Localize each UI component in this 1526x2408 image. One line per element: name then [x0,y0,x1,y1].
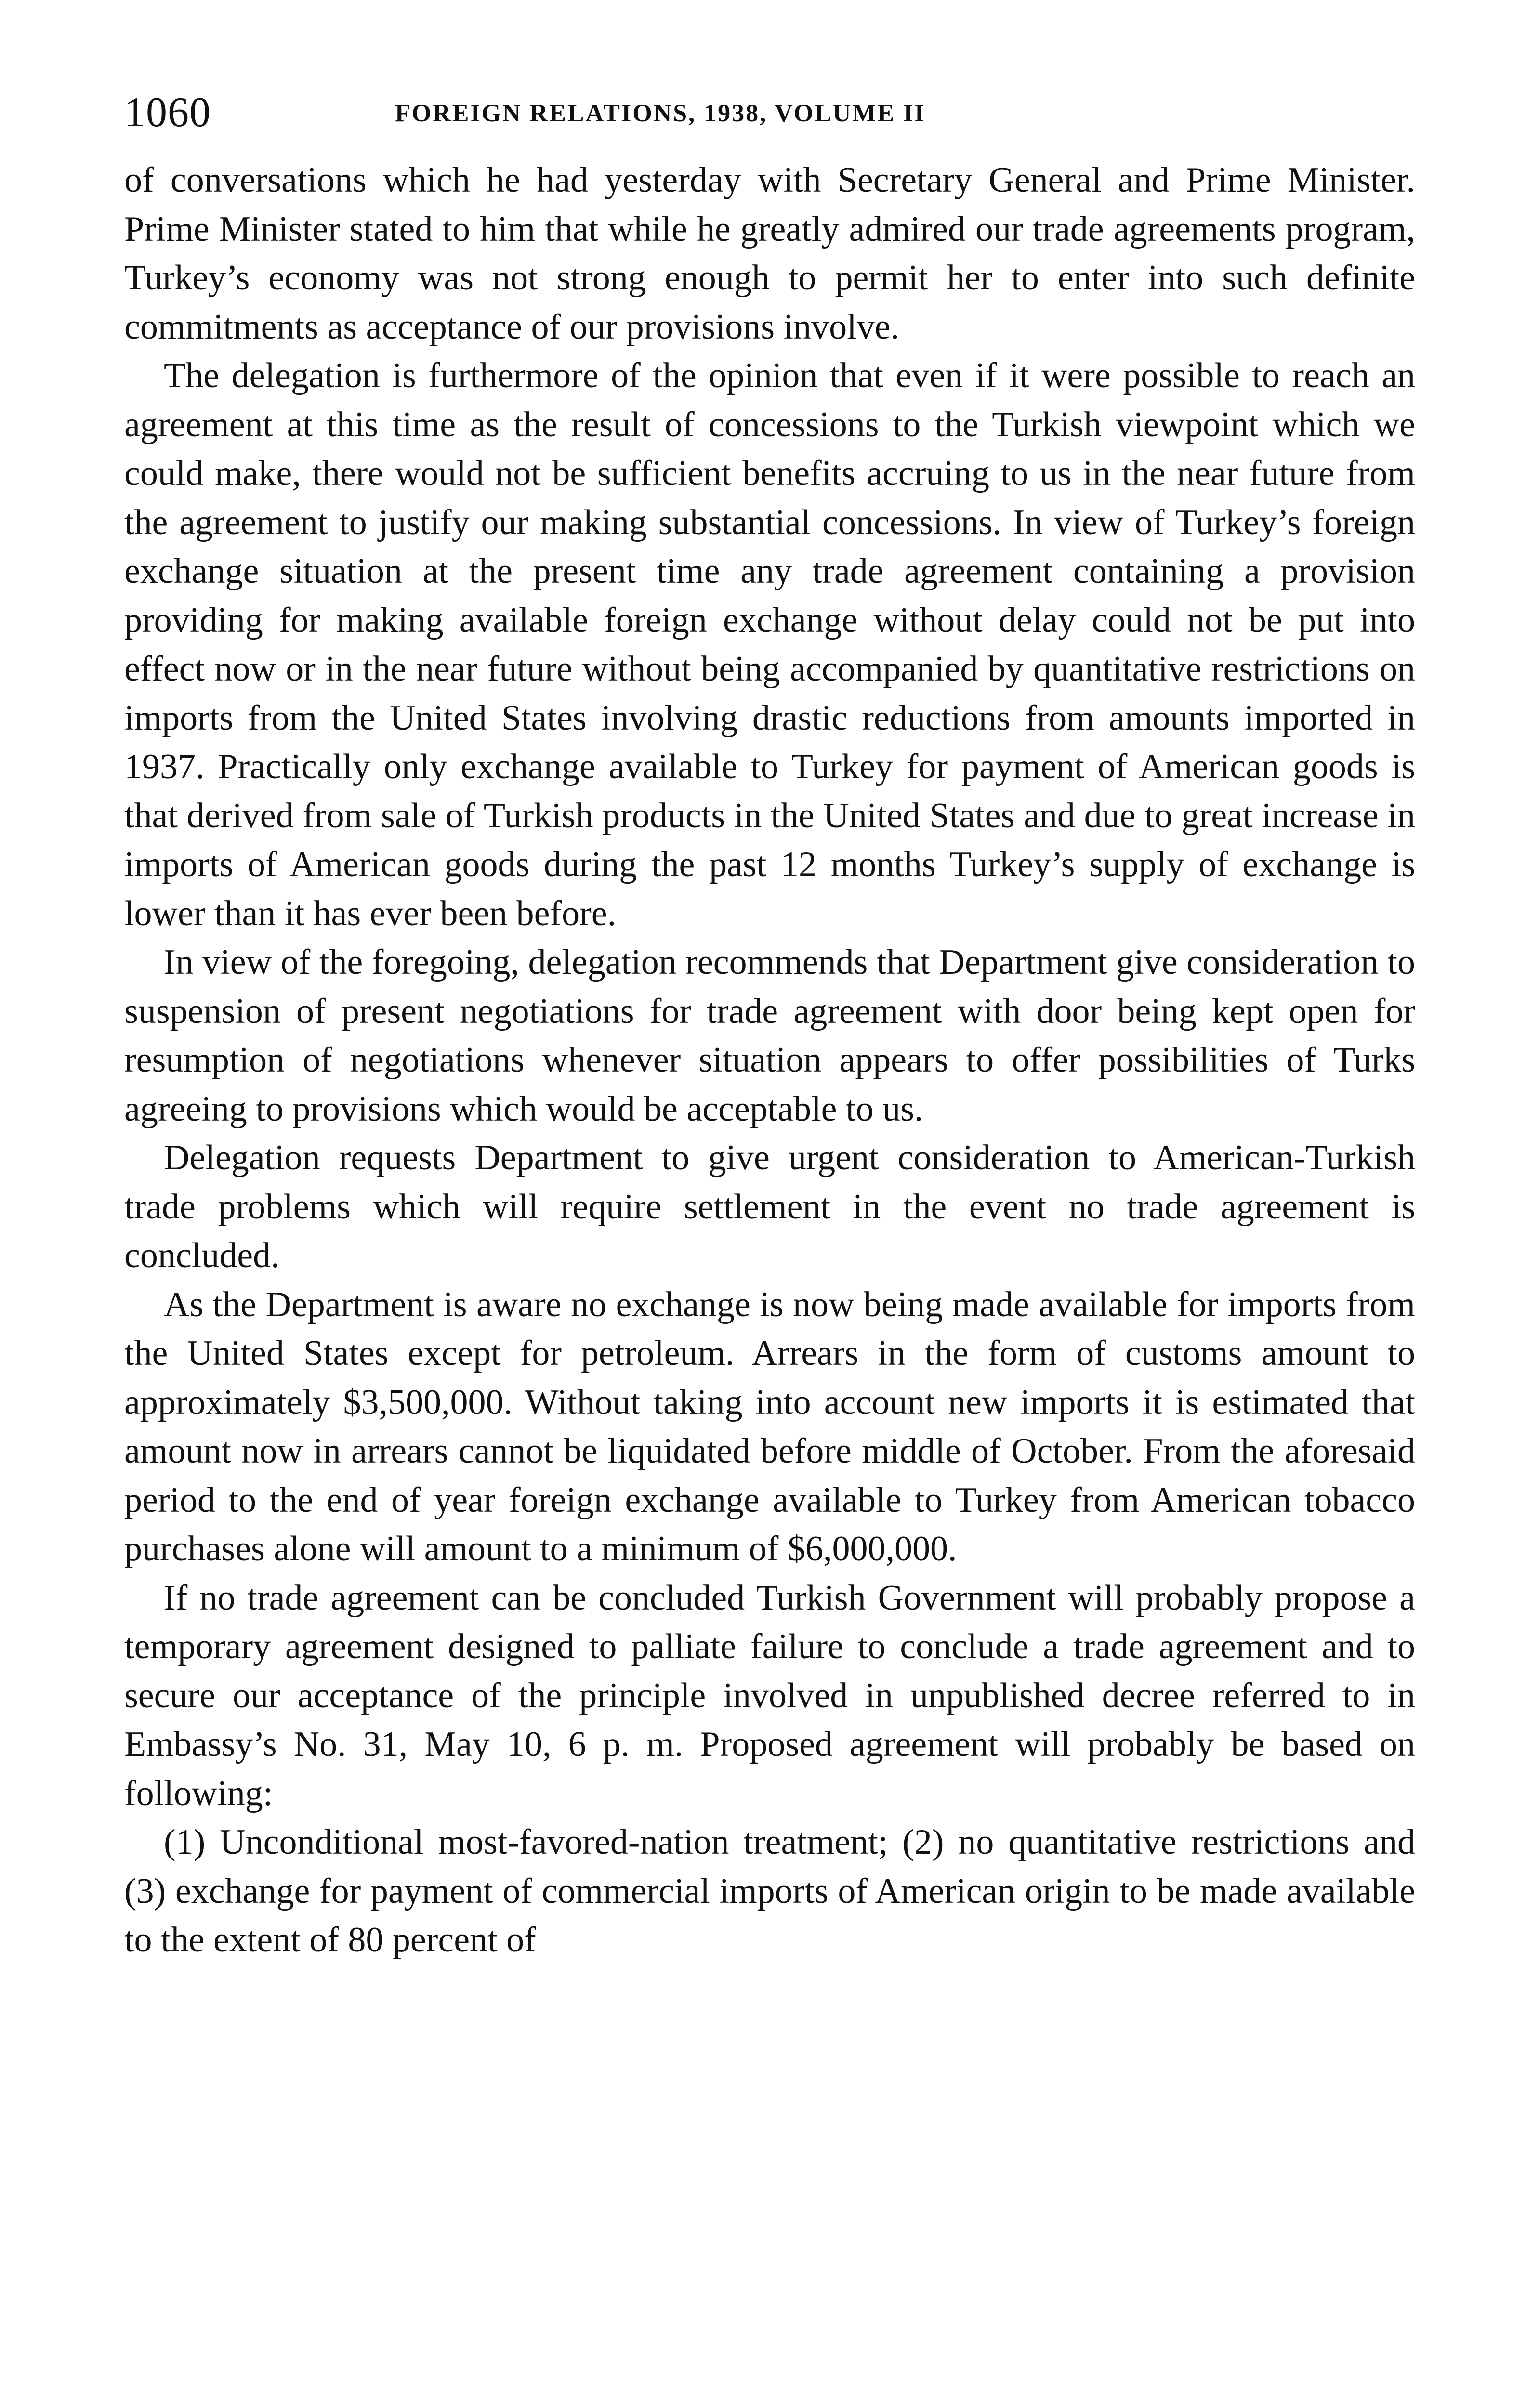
document-page [124,87,1415,1965]
body-text [124,156,1415,1965]
paragraph-recommendation: In view of the foregoing, delegation recommends that Department give consideration to suspension of present negotiations for trade agreement with door being kept open for resumption of negotiations whenever situation appears to offer possibilities of Turks agreeing to provisions which would be acceptable to us. [124,942,1415,1129]
paragraph-proposed-terms: (1) Unconditional most-favored-nation treatment; (2) no quantitative restrictions and (3) exchange for payment of commercial imports of American origin to be made available to the extent of 80 percent of [124,1822,1415,1960]
paragraph-request: Delegation requests Department to give urgent consideration to American-Turkish trade problems which will require settlement in the event no trade agreement is concluded. [124,1138,1415,1275]
paragraph-continuation: of conversations which he had yesterday with Secretary General and Prime Minister. Prime Minister stated to him that while he greatly admired our trade agreements program, Turkey’s economy was not strong enough to permit her to enter into such definite commitments as acceptance of our provisions involve. [124,160,1415,347]
page-number: 1060 [124,89,211,136]
paragraph-delegation-opinion: The delegation is furthermore of the opinion that even if it were possible to reach an agreement at this time as the result of concessions to the Turkish viewpoint which we could make, there would not be sufficient benefits accruing to us in the near future from the agreement to justify our making substantial concessions. In view of Turkey’s foreign exchange situation at the present time any trade agreement containing a provision providing for making available foreign exchange without delay could not be put into effect now or in the near future without being accompanied by quantitative restrictions on imports from the United States involving drastic reductions from amounts imported in 1937. Practically only exchange available to Turkey for payment of American goods is that derived from sale of Turkish products in the United States and due to great increase in imports of American goods during the past 12 months Turkey’s supply of exchange is lower than it has ever been before. [124,356,1415,933]
running-head-title: FOREIGN RELATIONS, 1938, VOLUME II [395,100,926,127]
running-head [124,87,1415,140]
paragraph-temporary-agreement: If no trade agreement can be concluded Turkish Government will probably propose a temporary agreement designed to palliate failure to conclude a trade agreement and to secure our acceptance of the principle involved in unpublished decree referred to in Embassy’s No. 31, May 10, 6 p. m. Proposed agreement will probably be based on following: [124,1578,1415,1813]
paragraph-exchange-arrears: As the Department is aware no exchange is now being made available for imports from the United States except for petroleum. Arrears in the form of customs amount to approximately $3,500,000. Without taking into account new imports it is estimated that amount now in arrears cannot be liquidated before middle of October. From the aforesaid period to the end of year foreign exchange available to Turkey from American tobacco purchases alone will amount to a minimum of $6,000,000. [124,1284,1415,1569]
